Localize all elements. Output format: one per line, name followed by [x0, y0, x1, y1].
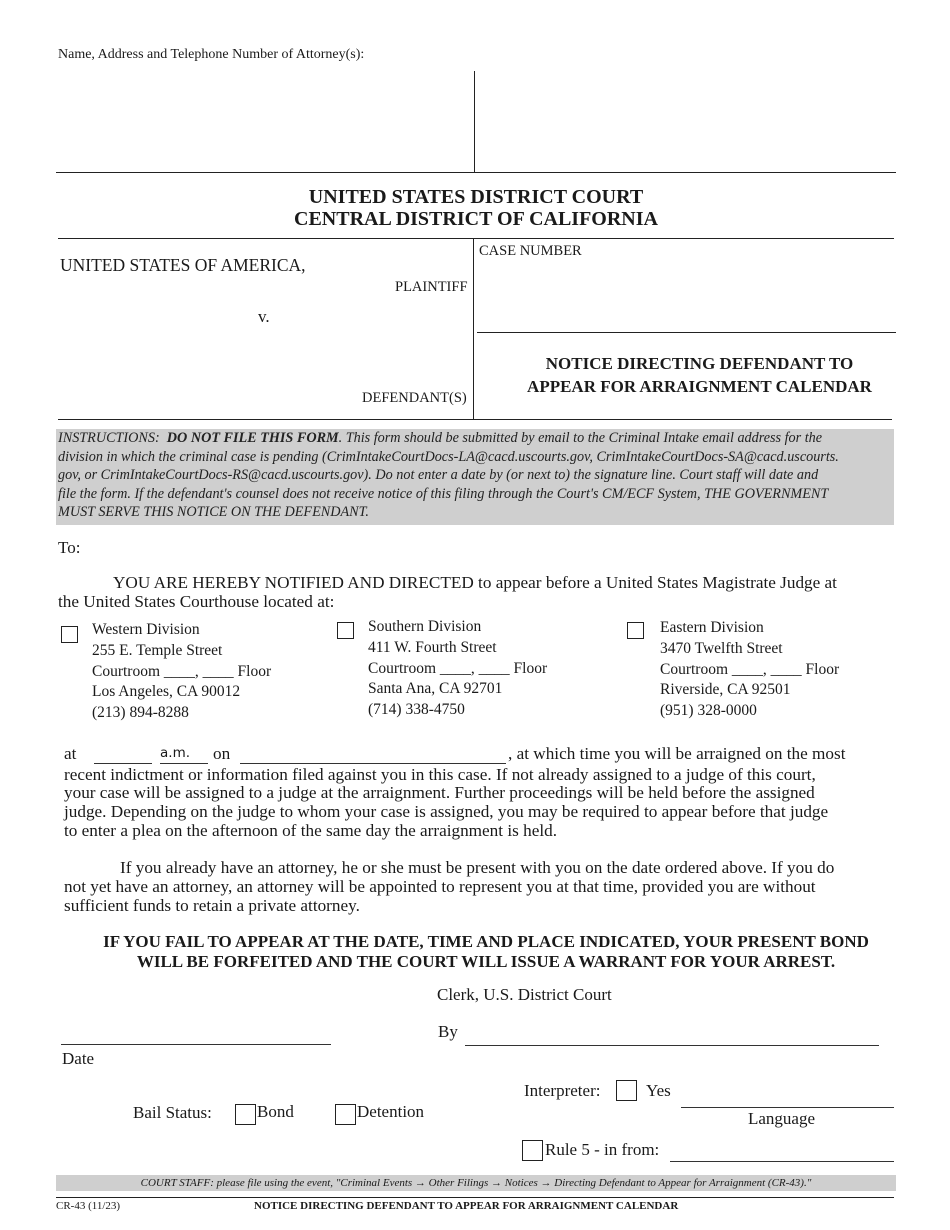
date-label: Date	[62, 1049, 95, 1068]
attorney-line3: sufficient funds to retain a private attorney.	[64, 896, 360, 915]
western-division-checkbox[interactable]	[61, 626, 78, 643]
versus-label: v.	[258, 307, 270, 326]
on-label: on	[213, 744, 231, 763]
division-street: 255 E. Temple Street	[92, 641, 223, 659]
division-city: Santa Ana, CA 92701	[368, 680, 503, 698]
language-field[interactable]	[681, 1089, 894, 1108]
by-label: By	[438, 1022, 458, 1041]
case-number-rule	[477, 332, 896, 333]
instructions-prefix: INSTRUCTIONS:	[58, 430, 160, 446]
attorney-line2: not yet have an attorney, an attorney will be appointed to represent you at that time, provided you are without	[64, 877, 816, 896]
division-phone: (213) 894-8288	[92, 704, 189, 722]
caption-bottom-rule	[58, 419, 892, 420]
attorney-info-right-field[interactable]	[480, 72, 892, 170]
western-division-address	[92, 620, 271, 724]
instructions-line5: MUST SERVE THIS NOTICE ON THE DEFENDANT.	[58, 504, 369, 521]
notice-title-line1: NOTICE DIRECTING DEFENDANT TO	[545, 354, 854, 373]
division-street: 3470 Twelfth Street	[660, 639, 783, 657]
date-signed-field[interactable]	[61, 1026, 331, 1045]
rule5-district-field[interactable]	[670, 1143, 894, 1162]
southern-division-address	[368, 617, 547, 721]
instructions-line2: division in which the criminal case is pending (CrimIntakeCourtDocs-LA@cacd.uscourts.gov, CrimIntakeCourtDocs-SA@cacd.uscourts.	[58, 448, 839, 465]
attorney-info-field[interactable]	[58, 72, 470, 170]
southern-division-checkbox[interactable]	[337, 622, 354, 639]
warning-line2: WILL BE FORFEITED AND THE COURT WILL ISSUE A WARRANT FOR YOUR ARREST.	[136, 952, 836, 971]
date-field[interactable]	[240, 745, 506, 764]
plaintiff-label: PLAINTIFF	[395, 279, 468, 295]
detention-checkbox[interactable]	[335, 1104, 356, 1125]
instructions-line4: file the form. If the defendant's counsel does not receive notice of this filing through the Court's CM/ECF System, THE GOVERNMENT	[58, 485, 829, 502]
footer-rule	[56, 1197, 894, 1198]
interpreter-label: Interpreter:	[524, 1081, 601, 1100]
case-number-field[interactable]	[480, 262, 892, 328]
division-street: 411 W. Fourth Street	[368, 638, 497, 656]
division-name: Southern Division	[368, 618, 482, 635]
arraign-line1: , at which time you will be arraigned on the most	[508, 744, 846, 763]
arraign-line3: your case will be assigned to a judge at the arraignment. Further proceedings will be held before the assigned	[64, 783, 815, 802]
yes-label: Yes	[646, 1081, 671, 1100]
plaintiff-name: UNITED STATES OF AMERICA,	[60, 255, 306, 275]
bail-status-label: Bail Status:	[133, 1103, 212, 1122]
case-number-label: CASE NUMBER	[479, 243, 582, 259]
instructions-line3: gov, or CrimIntakeCourtDocs-RS@cacd.uscourts.gov). Do not enter a date by (or next to) the signature line. Court staff will date and	[58, 467, 819, 484]
form-id: CR-43 (11/23)	[56, 1200, 121, 1212]
court-staff-note: COURT STAFF: please file using the event, "Criminal Events → Other Filings → Notices → Directing Defendant to Appear for Arraignment (CR-43)."	[56, 1175, 896, 1191]
notice-title-line2: APPEAR FOR ARRAIGNMENT CALENDAR	[527, 377, 872, 396]
attorney-label: Name, Address and Telephone Number of Attorney(s):	[58, 47, 365, 62]
attorney-divider	[474, 71, 475, 172]
division-name: Western Division	[92, 621, 200, 638]
at-label: at	[64, 744, 77, 763]
language-label: Language	[748, 1109, 816, 1128]
arraign-line2: recent indictment or information filed against you in this case. If not already assigned to a judge of this court,	[64, 765, 816, 784]
bond-checkbox[interactable]	[235, 1104, 256, 1125]
division-city: Los Angeles, CA 90012	[92, 683, 241, 701]
to-label: To:	[58, 538, 81, 557]
notice-line2: the United States Courthouse located at:	[58, 592, 335, 611]
division-courtroom: Courtroom ____, ____ Floor	[660, 660, 840, 678]
instructions-line1: . This form should be submitted by email to the Criminal Intake email address for the	[338, 430, 823, 446]
defendant-label: DEFENDANT(S)	[362, 390, 467, 406]
attorney-line1: If you already have an attorney, he or she must be present with you on the date ordered above. If you do	[120, 858, 835, 877]
bond-label: Bond	[257, 1102, 294, 1121]
warning-line1: IF YOU FAIL TO APPEAR AT THE DATE, TIME AND PLACE INDICATED, YOUR PRESENT BOND	[103, 932, 869, 951]
division-courtroom: Courtroom ____, ____ Floor	[368, 659, 548, 677]
ampm-field[interactable]: a.m.	[160, 745, 208, 764]
eastern-division-checkbox[interactable]	[627, 622, 644, 639]
interpreter-yes-checkbox[interactable]	[616, 1080, 637, 1101]
division-name: Eastern Division	[660, 619, 764, 636]
division-phone: (714) 338-4750	[368, 701, 465, 719]
rule5-checkbox[interactable]	[522, 1140, 543, 1161]
header-rule	[56, 172, 896, 173]
court-district: CENTRAL DISTRICT OF CALIFORNIA	[294, 208, 658, 230]
rule5-label: Rule 5 - in from:	[545, 1140, 660, 1159]
caption-divider	[473, 239, 474, 419]
recipient-field[interactable]	[86, 540, 886, 560]
signature-field[interactable]	[465, 1027, 879, 1046]
division-city: Riverside, CA 92501	[660, 681, 791, 699]
arraign-line5: to enter a plea on the afternoon of the same day the arraignment is held.	[64, 821, 557, 840]
time-field[interactable]	[94, 745, 152, 764]
eastern-division-address	[660, 618, 839, 722]
division-phone: (951) 328-0000	[660, 702, 757, 720]
caption-top-rule	[58, 238, 894, 239]
defendant-name-field[interactable]	[60, 330, 360, 380]
notice-line1: YOU ARE HEREBY NOTIFIED AND DIRECTED to appear before a United States Magistrate Judge at	[113, 573, 837, 592]
instructions-box	[56, 429, 894, 525]
court-name: UNITED STATES DISTRICT COURT	[308, 186, 644, 208]
division-courtroom: Courtroom ____, ____ Floor	[92, 662, 272, 680]
footer-title: NOTICE DIRECTING DEFENDANT TO APPEAR FOR ARRAIGNMENT CALENDAR	[254, 1200, 679, 1212]
detention-label: Detention	[357, 1102, 425, 1121]
do-not-file-notice: DO NOT FILE THIS FORM	[166, 430, 339, 446]
clerk-label: Clerk, U.S. District Court	[437, 985, 612, 1004]
arraign-line4: judge. Depending on the judge to whom your case is assigned, you may be required to appear before that judge	[64, 802, 829, 821]
